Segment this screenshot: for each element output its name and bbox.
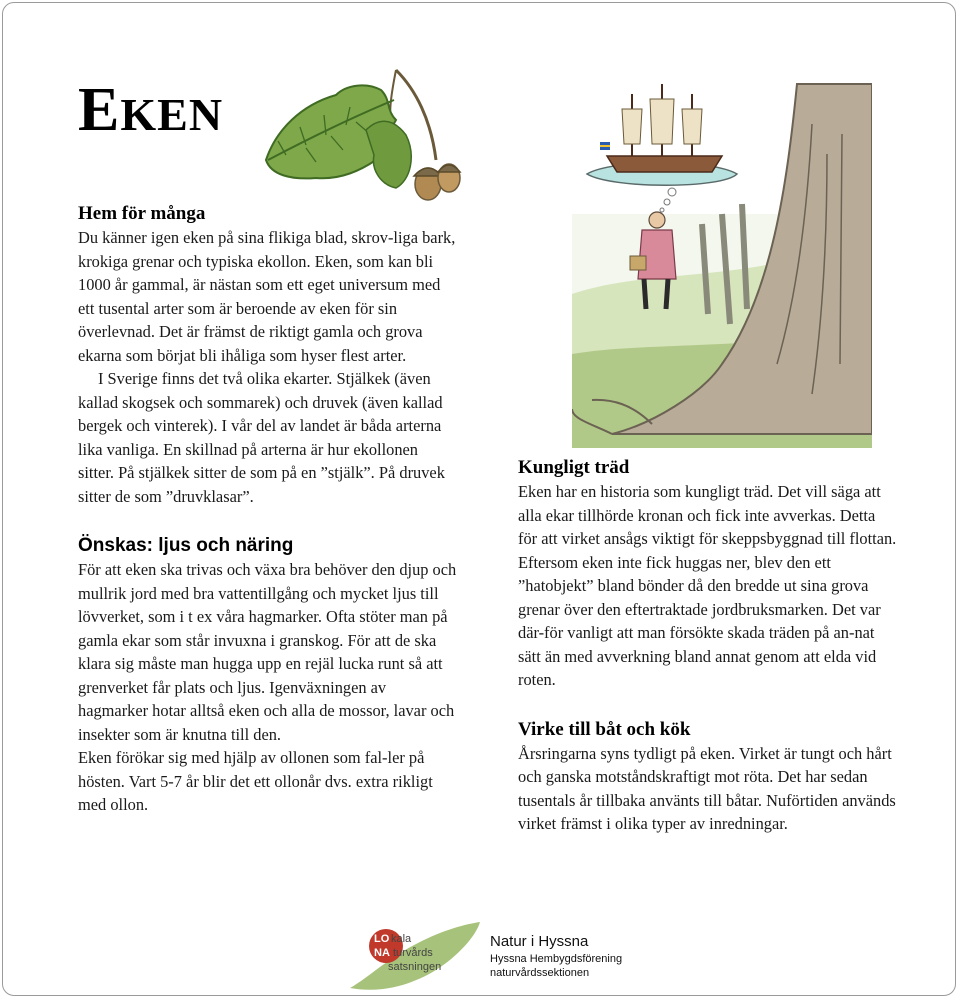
svg-text:NA: NA — [374, 947, 390, 959]
footer-title: Natur i Hyssna — [490, 933, 589, 950]
page-title: EKEN — [78, 76, 224, 144]
onskas-paragraph-1: För att eken ska trivas och växa bra behöver den djup och mullrik jord med bra vattentillgång och mycket ljus till lövverket, som i t ex våra hagmarker. Ofta stöter man på gamla ekar som står invuxna i granskog. För att de ska klara sig måste man hugga upp en rejäl lucka runt så att grenverket får plats och ljus. Igenväxningen av hagmarker hotar alltså eken och alla de mossor, lavar och insekter som är knutna till den. — [78, 560, 457, 744]
onskas-paragraph-2: Eken förökar sig med hjälp av ollonen som fal-ler på hösten. Vart 5-7 år blir det ett ollonår dvs. extra rikligt med ollon. — [78, 748, 433, 814]
footer-sub-1: Hyssna Hembygdsförening — [490, 953, 623, 965]
virke-paragraph: Årsringarna syns tydligt på eken. Virket är tungt och hårt och ganska motståndskraftigt mot röta. Det har sedan tusentals år tillbaka använts till båtar. Nuförtiden används virket främst i olika typer av inredningar. — [518, 743, 896, 833]
right-column — [518, 456, 898, 836]
svg-text:LO: LO — [374, 933, 390, 945]
ship-dream-oak-icon — [572, 64, 872, 448]
lokala-naturvardssatsningen-logo — [348, 918, 483, 996]
footer-sub-2: naturvårdssektionen — [490, 967, 590, 979]
section-heading-kungligt: Kungligt träd — [518, 457, 630, 478]
oak-leaf-acorn-icon — [246, 60, 466, 210]
hem-paragraph-2: I Sverige finns det två olika ekarter. Stjälkek (även kallad skogsek och sommarek) och druvek (även kallad bergek och vinterek). I vår del av landet är båda arterna lika vanliga. En skillnad på arterna är hur ekollonen sitter. På stjälkek sitter de som på en ”stjälk”. På druvek sitter de som ”druvklasar”. — [78, 369, 445, 506]
section-heading-virke: Virke till båt och kök — [518, 718, 691, 740]
svg-text:kala: kala — [391, 933, 412, 945]
hem-paragraph-1: Du känner igen eken på sina flikiga blad, skrov-liga bark, krokiga grenar och typiska ekollon. Eken, som kan bli 1000 år gammal, är nästan som ett eget universum med ett tusental arter som är beroende av eken för sin överlevnad. Det är främst de riktigt gamla och grova ekarna som börjat bli ihåliga som hyser flest arter. — [78, 228, 456, 365]
left-column — [78, 202, 458, 817]
svg-text:satsningen: satsningen — [388, 961, 442, 973]
section-heading-onskas: Önskas: ljus och näring — [78, 535, 294, 556]
kungligt-paragraph: Eken har en historia som kungligt träd. Det vill säga att alla ekar tillhörde kronan och fick inte avverkas. Detta för att virket ansågs viktigt för skeppsbyggnad till flottan. Eftersom eken inte fick huggas ner, blev den ett ”hatobjekt” bland bönder då den bredde ut sina grova grenar över den eftertraktade jordbruksmarken. Det var där-för vanligt att man försökte skada träden på an-nat sätt än med avverkning bland annat genom att elda vid roten. — [518, 482, 897, 689]
section-heading-hem: Hem för många — [78, 203, 206, 224]
footer-organization — [490, 932, 622, 980]
svg-text:turvårds: turvårds — [393, 947, 433, 959]
